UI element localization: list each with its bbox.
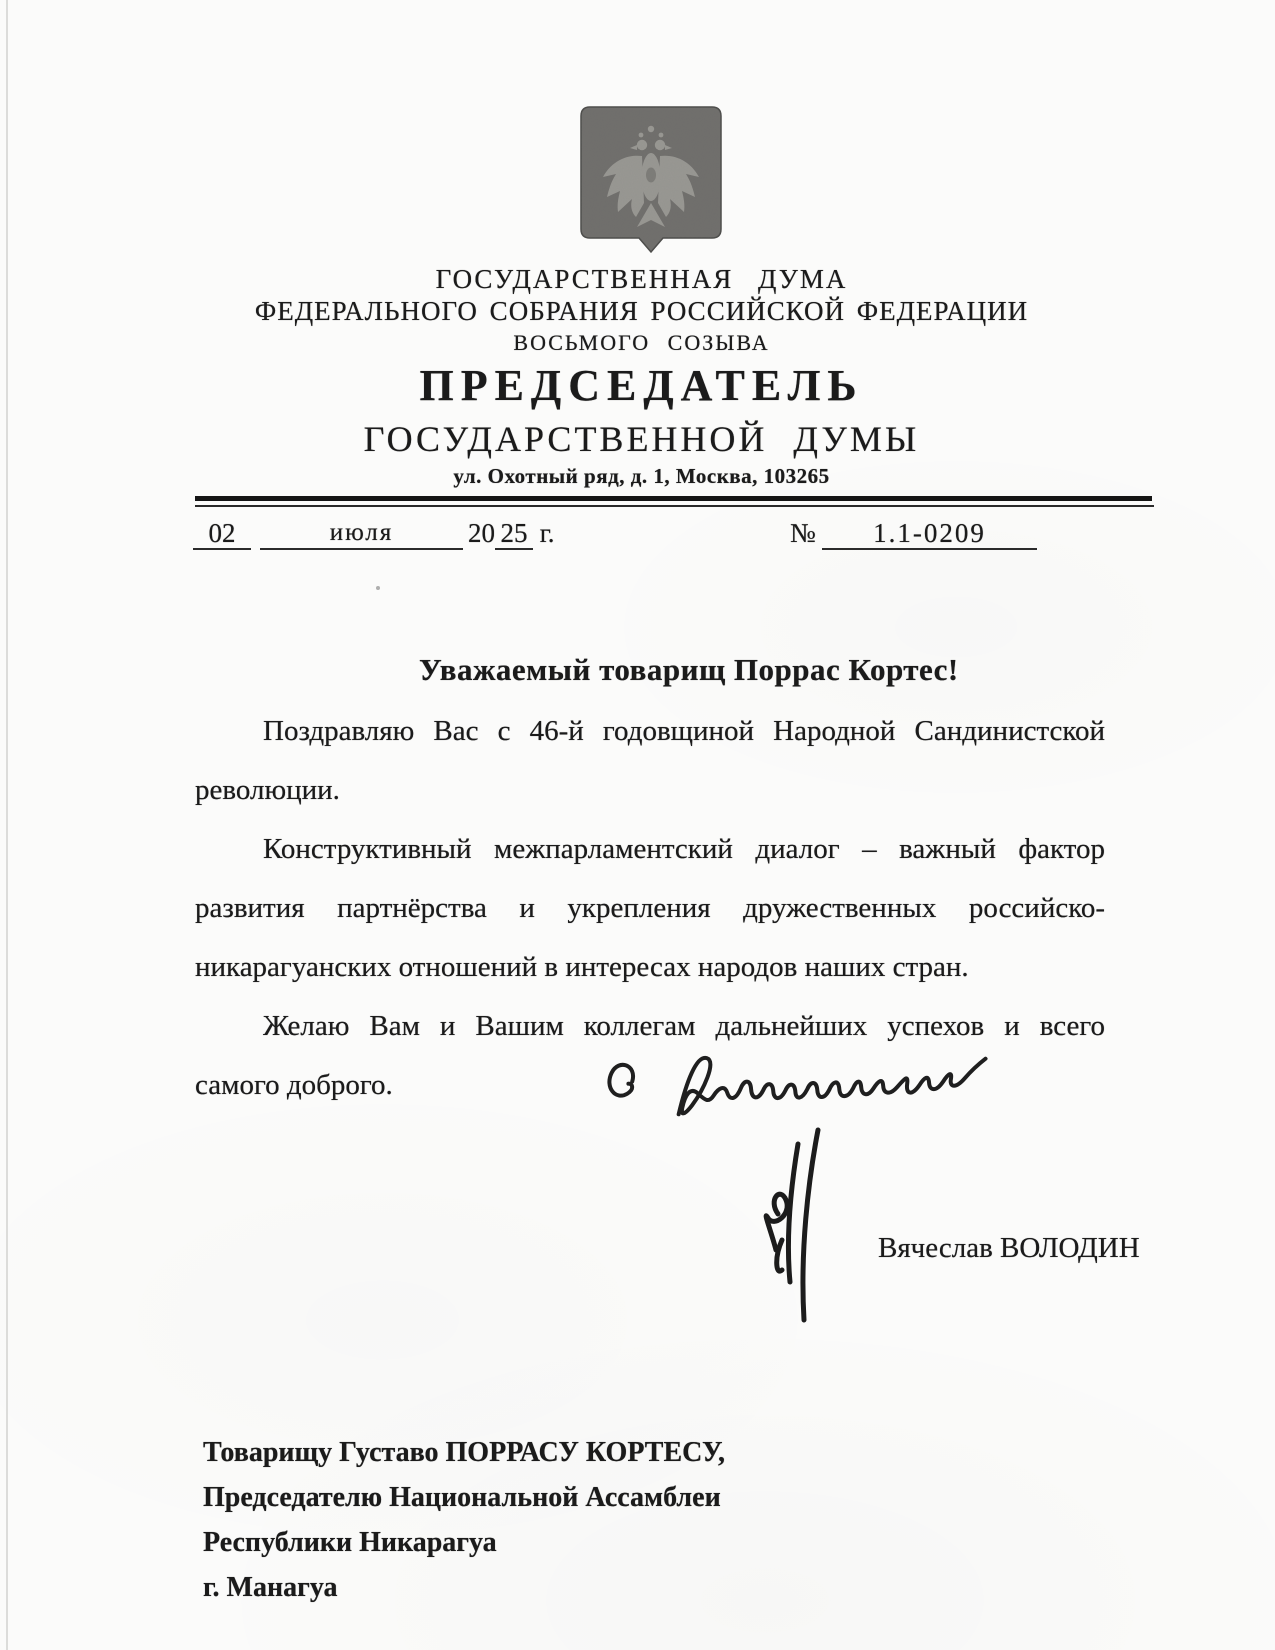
- recipient-line: Республики Никарагуа: [203, 1527, 497, 1558]
- divider-rule-thin: [195, 505, 1154, 507]
- russia-coat-of-arms-icon: [578, 104, 724, 254]
- paragraph-line: Поздравляю Вас с 46-й годовщиной Народной Сандинистской: [263, 715, 1105, 747]
- divider-rule-thick: [195, 496, 1152, 501]
- post-subtitle: ГОСУДАРСТВЕННОЙ ДУМЫ: [363, 419, 920, 459]
- scan-dot-artifact: [376, 586, 380, 590]
- date-year-handwritten: 25: [495, 518, 533, 550]
- recipient-line: Товарищу Густаво ПОРРАСУ КОРТЕСУ,: [203, 1437, 725, 1468]
- recipient-line: г. Манагуа: [203, 1572, 338, 1603]
- paragraph-line: революции.: [195, 774, 340, 806]
- date-year-suffix: г.: [539, 518, 555, 548]
- paragraph-line: Конструктивный межпарламентский диалог – важный фактор: [263, 833, 1105, 865]
- paragraph-line: Желаю Вам и Вашим коллегам дальнейших успехов и всего: [263, 1010, 1105, 1042]
- recipient-block: [203, 1430, 725, 1610]
- paragraph-line: развития партнёрства и укрепления дружественных российско-: [195, 892, 1105, 924]
- paragraph-line: самого доброго.: [195, 1069, 393, 1101]
- date-year: [468, 518, 555, 548]
- address-line: ул. Охотный ряд, д. 1, Москва, 103265: [453, 464, 830, 488]
- paragraph-line: никарагуанских отношений в интересах народов наших стран.: [195, 951, 969, 983]
- reference-number: 1.1-0209: [822, 518, 1037, 550]
- post-title: ПРЕДСЕДАТЕЛЬ: [419, 361, 864, 410]
- date-month: июля: [260, 518, 463, 550]
- signature-icon: [742, 1122, 857, 1327]
- reference-number-label: №: [790, 518, 816, 548]
- date-year-prefix: 20: [468, 518, 495, 548]
- org-convocation-line: ВОСЬМОГО СОЗЫВА: [513, 330, 770, 355]
- org-name-line1: ГОСУДАРСТВЕННАЯ ДУМА: [435, 264, 848, 294]
- date-day: 02: [193, 518, 251, 550]
- org-name-line2: ФЕДЕРАЛЬНОГО СОБРАНИЯ РОССИЙСКОЙ ФЕДЕРАЦИИ: [254, 296, 1029, 326]
- recipient-line: Председателю Национальной Ассамблеи: [203, 1482, 721, 1513]
- salutation: Уважаемый товарищ Поррас Кортес!: [419, 652, 959, 687]
- scan-edge-artifact: [6, 0, 8, 1650]
- signer-name: Вячеслав ВОЛОДИН: [878, 1232, 1140, 1264]
